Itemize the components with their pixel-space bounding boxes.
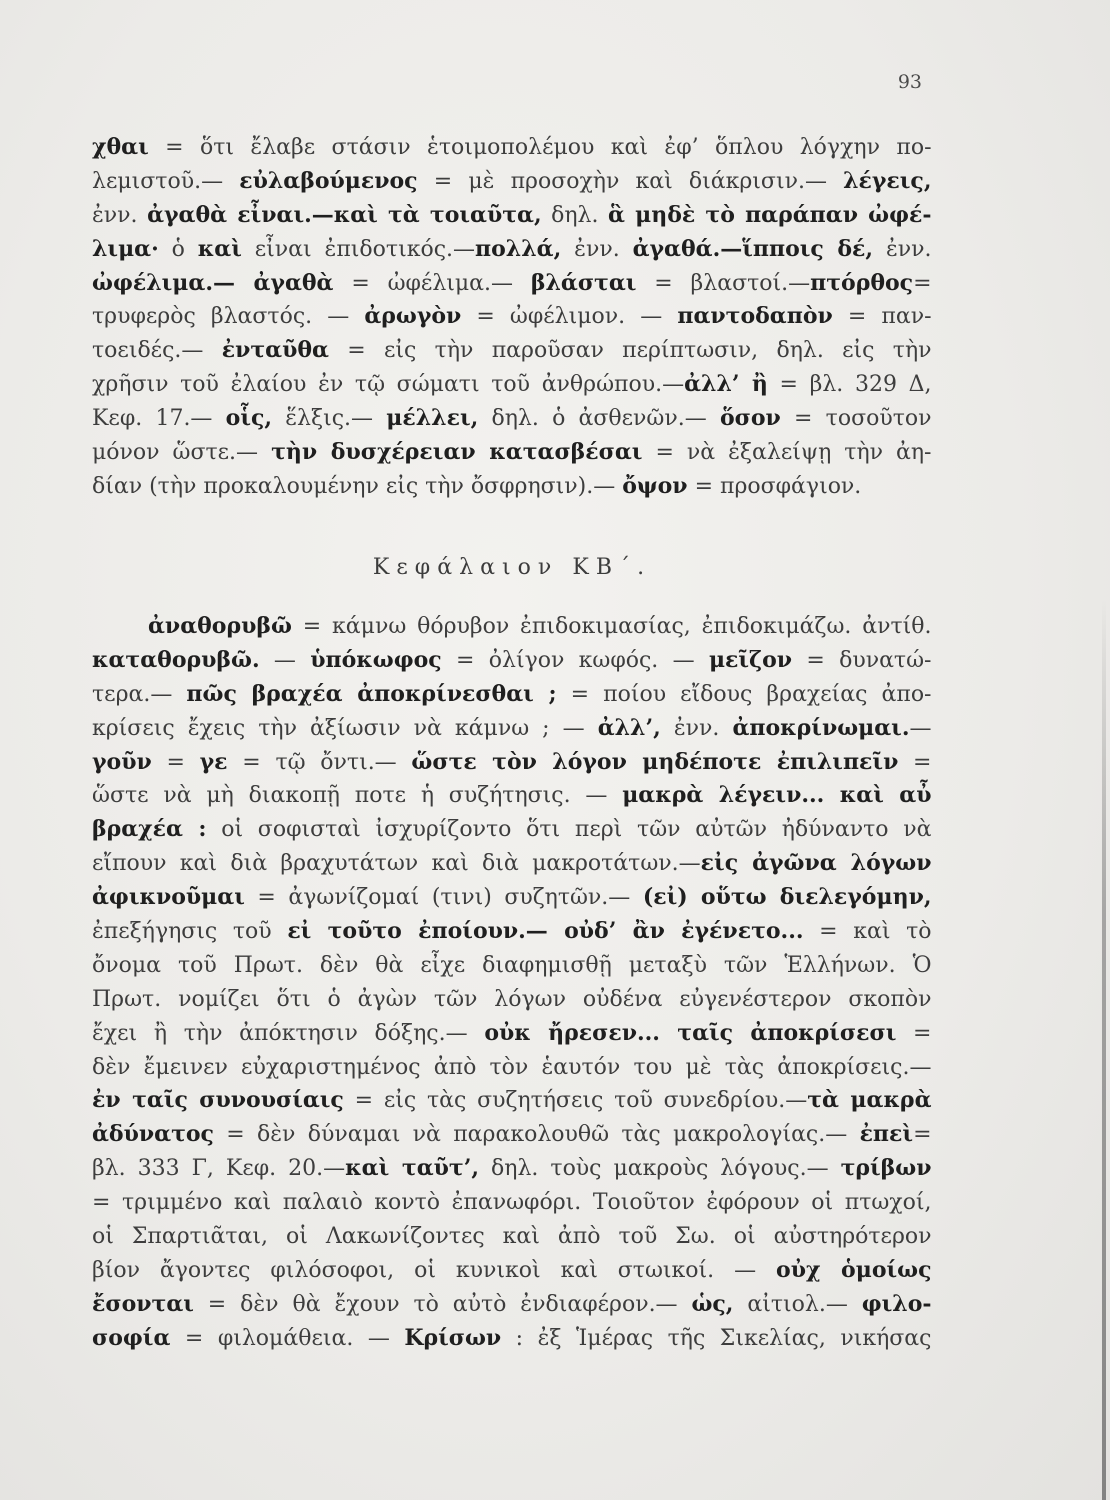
headword: φιλο- (861, 1290, 932, 1317)
headword: οὐκ ἤρεσεν... ταῖς ἀποκρίσεσι (484, 1019, 897, 1046)
headword: γε (199, 748, 228, 775)
headword: ἀγαθὰ εἶναι.—καὶ τὰ τοιαῦτα, (147, 201, 542, 228)
gloss-text: ἐνν. (873, 236, 932, 262)
gloss-text: = προσφάγιον. (687, 473, 862, 499)
headword: ἐνταῦθα (221, 337, 329, 364)
text-line (92, 436, 932, 470)
gloss-text: δηλ. (541, 202, 608, 228)
gloss-text: χρῆσιν τοῦ ἐλαίου ἐν τῷ σώματι τοῦ ἀνθρώπου.— (92, 372, 685, 398)
headword: ὅσον (719, 405, 781, 432)
gloss-text: — (259, 647, 311, 673)
gloss-text: αἰτιολ.— (733, 1291, 862, 1317)
chapter-heading: Κεφάλαιον ΚΒ΄. (372, 555, 652, 580)
headword: ὡς, (691, 1290, 734, 1317)
paragraph (92, 610, 932, 1356)
text-line (92, 949, 932, 983)
gloss-text: = φιλομάθεια. — (170, 1325, 405, 1351)
text-line (92, 813, 932, 847)
gloss-text: = (898, 749, 932, 775)
gloss-text: δηλ. τοὺς μακροὺς λόγους.— (479, 1156, 841, 1182)
headword: ἀγαθά.—ἵπποις δέ, (632, 235, 874, 262)
text-line (92, 1084, 932, 1118)
text-line (92, 881, 932, 915)
text-line (92, 470, 932, 504)
gloss-text: = δυνατώ- (792, 647, 932, 673)
headword: λιμα· (92, 235, 159, 262)
headword: μακρὰ λέγειν... καὶ αὖ (622, 782, 932, 809)
gloss-text: = βλαστοί.— (636, 270, 811, 296)
gloss-text: εἶναι ἐπιδοτικός.— (241, 236, 476, 262)
text-line (92, 131, 932, 165)
text-line (92, 1017, 932, 1051)
gloss-text: κρίσεις ἔχεις τὴν ἀξίωσιν νὰ κάμνω ; — (92, 715, 598, 741)
text-line (92, 847, 932, 881)
headword: ὠφέλιμα.— ἀγαθὰ (92, 269, 334, 296)
text-line (92, 1186, 932, 1220)
text-line (92, 678, 932, 712)
page-edge-shadow (1102, 600, 1106, 1500)
text-line (92, 915, 932, 949)
gloss-text: = κάμνω θόρυβον ἐπιδοκιμασίας, ἐπιδοκιμάζω. ἀντίθ. (291, 614, 932, 639)
gloss-text: ἐνν. (660, 715, 733, 741)
headword: ὑπόκωφος (310, 646, 442, 673)
gloss-text: = καὶ τὸ (803, 919, 932, 945)
headword: ἐν ταῖς συνουσίαις (92, 1087, 344, 1114)
headword: ἀδύνατος (92, 1121, 214, 1148)
gloss-text: ἐνν. (92, 202, 148, 228)
headword: Κρίσων (404, 1324, 502, 1351)
gloss-text: βίον ἄγοντες φιλόσοφοι, οἱ κυνικοὶ καὶ στωικοί. — (92, 1257, 777, 1283)
headword: ἀλλ’ ἢ (684, 371, 768, 398)
text-line (92, 712, 932, 746)
headword: εἰς ἀγῶνα λόγων (700, 850, 932, 877)
headword: ἀναθορυβῶ (148, 613, 292, 639)
gloss-text: = βλ. 329 Δ, (767, 372, 932, 398)
gloss-text: Κεφ. 17.— (92, 406, 226, 432)
text-line (92, 368, 932, 402)
gloss-text: εἴπουν καὶ διὰ βραχυτάτων καὶ διὰ μακροτάτων.— (92, 851, 701, 877)
gloss-text: δηλ. ὁ ἀσθενῶν.— (478, 406, 720, 432)
headword: ὄψον (622, 472, 688, 499)
gloss-text: = (896, 1020, 932, 1046)
gloss-text: = (913, 1122, 932, 1148)
headword: ὥστε τὸν λόγον μηδέποτε ἐπιλιπεῖν (411, 748, 899, 775)
gloss-text: — (909, 715, 932, 741)
gloss-text: ἐνν. (561, 236, 633, 262)
gloss-text: ἐπεξήγησις τοῦ (92, 919, 288, 945)
gloss-text: = ὠφέλιμον. — (461, 304, 678, 330)
headword: παντοδαπὸν (677, 303, 833, 330)
text-line (92, 267, 932, 301)
headword: (εἰ) οὕτω διελεγόμην, (642, 884, 932, 911)
headword: ἀλλ’, (597, 714, 661, 741)
gloss-text: = ποίου εἴδους βραχείας ἀπο- (556, 681, 932, 707)
gloss-text: οἱ σοφισταὶ ἰσχυρίζοντο ὅτι περὶ τῶν αὐτῶν ἠδύναντο νὰ (206, 817, 932, 843)
text-line (92, 746, 932, 780)
text-line (92, 1322, 932, 1356)
gloss-text: = εἰς τὴν παροῦσαν περίπτωσιν, δηλ. εἰς τὴν (328, 338, 932, 364)
text-line (92, 233, 932, 267)
headword: ἀρωγὸν (364, 303, 462, 330)
page-number: 93 (897, 71, 922, 93)
gloss-text: = εἰς τὰς συζητήσεις τοῦ συνεδρίου.— (343, 1088, 808, 1114)
text-line (92, 983, 932, 1017)
headword: πῶς βραχέα ἀποκρίνεσθαι ; (186, 680, 557, 707)
gloss-text: δίαν (τὴν προκαλουμένην εἰς τὴν ὄσφρησιν).— (92, 473, 623, 499)
gloss-text: τρυφερὸς βλαστός. — (92, 304, 365, 330)
headword: καταθορυβῶ. (92, 646, 260, 673)
headword: ἃ μηδὲ τὸ παράπαν ὠφέ- (608, 201, 932, 228)
text-line (92, 644, 932, 678)
text-line (92, 1254, 932, 1288)
gloss-text: = δὲν δύναμαι νὰ παρακολουθῶ τὰς μακρολογίας.— (213, 1122, 860, 1148)
gloss-text: = (151, 749, 200, 775)
text-line (92, 300, 932, 334)
gloss-text: ἕλξις.— (272, 406, 387, 432)
text-line (92, 1118, 932, 1152)
gloss-text: βλ. 333 Γ, Κεφ. 20.— (92, 1156, 346, 1182)
gloss-text: δὲν ἔμεινεν εὐχαριστημένος ἀπὸ τὸν ἑαυτόν του μὲ τὰς ἀποκρίσεις.— (92, 1054, 932, 1080)
headword: τρίβων (840, 1155, 932, 1182)
gloss-text: ἔχει ἢ τὴν ἀπόκτησιν δόξης.— (92, 1020, 485, 1046)
headword: οὐχ ὁμοίως (776, 1256, 932, 1283)
gloss-text: οἱ Σπαρτιᾶται, οἱ Λακωνίζοντες καὶ ἀπὸ τοῦ Σω. οἱ αὐστηρότερον (92, 1224, 932, 1250)
gloss-text: = τριμμένο καὶ παλαιὸ κοντὸ ἐπανωφόρι. Τοιοῦτον ἐφόρουν οἱ πτωχοί, (92, 1190, 932, 1216)
headword: ἀφικνοῦμαι (92, 884, 245, 911)
gloss-text: = ὠφέλιμα.— (333, 270, 531, 296)
gloss-text: λεμιστοῦ.— (92, 168, 240, 194)
headword: οἷς, (225, 405, 273, 432)
headword: πτόρθος (810, 269, 914, 296)
headword: τὴν δυσχέρειαν κατασβέσαι (271, 439, 643, 466)
text-line (92, 1152, 932, 1186)
gloss-text: τοειδές.— (92, 338, 222, 364)
headword: εἰ τοῦτο ἐποίουν.— οὐδ’ ἂν ἐγένετο... (287, 918, 804, 945)
gloss-text: = δὲν θὰ ἔχουν τὸ αὐτὸ ἐνδιαφέρον.— (193, 1291, 692, 1317)
gloss-text: ὁ (158, 236, 198, 262)
text-line (92, 199, 932, 233)
paragraph (92, 131, 932, 504)
gloss-text: = ἀγωνίζομαί (τινι) συζητῶν.— (244, 885, 643, 911)
gloss-text: = ὅτι ἔλαβε στάσιν ἑτοιμοπολέμου καὶ ἐφ’ ὅπλου λόγχην πο- (148, 135, 932, 160)
headword: ἔσονται (92, 1290, 194, 1317)
gloss-text: = (913, 270, 932, 296)
headword: ἐπεὶ (859, 1121, 914, 1148)
gloss-text: ὄνομα τοῦ Πρωτ. δὲν θὰ εἶχε διαφημισθῇ μεταξὺ τῶν Ἑλλήνων. Ὁ (92, 952, 932, 978)
headword: μέλλει, (386, 405, 479, 432)
gloss-text: = μὲ προσοχὴν καὶ διάκρισιν.— (417, 168, 844, 194)
text-line (92, 334, 932, 368)
text-line (92, 779, 932, 813)
gloss-text: ὥστε νὰ μὴ διακοπῇ ποτε ἡ συζήτησις. — (92, 783, 623, 809)
gloss-text: = ὀλίγον κωφός. — (441, 647, 709, 673)
text-line (92, 165, 932, 199)
headword: λέγεις, (843, 167, 932, 194)
headword: καὶ (197, 235, 242, 262)
headword: τὰ μακρὰ (807, 1087, 932, 1114)
text-line (92, 1220, 932, 1254)
headword: βλάσται (530, 269, 637, 296)
text-line (92, 1288, 932, 1322)
gloss-text: = τοσοῦτον (780, 406, 932, 432)
headword: βραχέα : (92, 816, 207, 843)
headword: ἀποκρίνωμαι. (732, 714, 910, 741)
headword: εὐλαβούμενος (239, 167, 418, 194)
headword: καὶ ταῦτ’, (345, 1155, 480, 1182)
headword: χθαι (92, 134, 149, 160)
gloss-text: μόνον ὥστε.— (92, 440, 272, 466)
text-line (92, 402, 932, 436)
gloss-text: = νὰ ἐξαλείψῃ τὴν ἀη- (642, 440, 932, 466)
headword: μεῖζον (708, 646, 793, 673)
gloss-text: = τῷ ὄντι.— (227, 749, 412, 775)
headword: πολλά, (475, 235, 562, 262)
headword: σοφία (92, 1324, 171, 1351)
text-line (148, 610, 932, 644)
gloss-text: Πρωτ. νομίζει ὅτι ὁ ἀγὼν τῶν λόγων οὐδένα εὐγενέστερον σκοπὸν (92, 986, 932, 1012)
text-line (92, 1051, 932, 1085)
gloss-text: = παν- (832, 304, 932, 330)
headword: γοῦν (92, 748, 152, 775)
gloss-text: : ἐξ Ἱμέρας τῆς Σικελίας, νικήσας (501, 1325, 932, 1351)
gloss-text: τερα.— (92, 681, 187, 707)
